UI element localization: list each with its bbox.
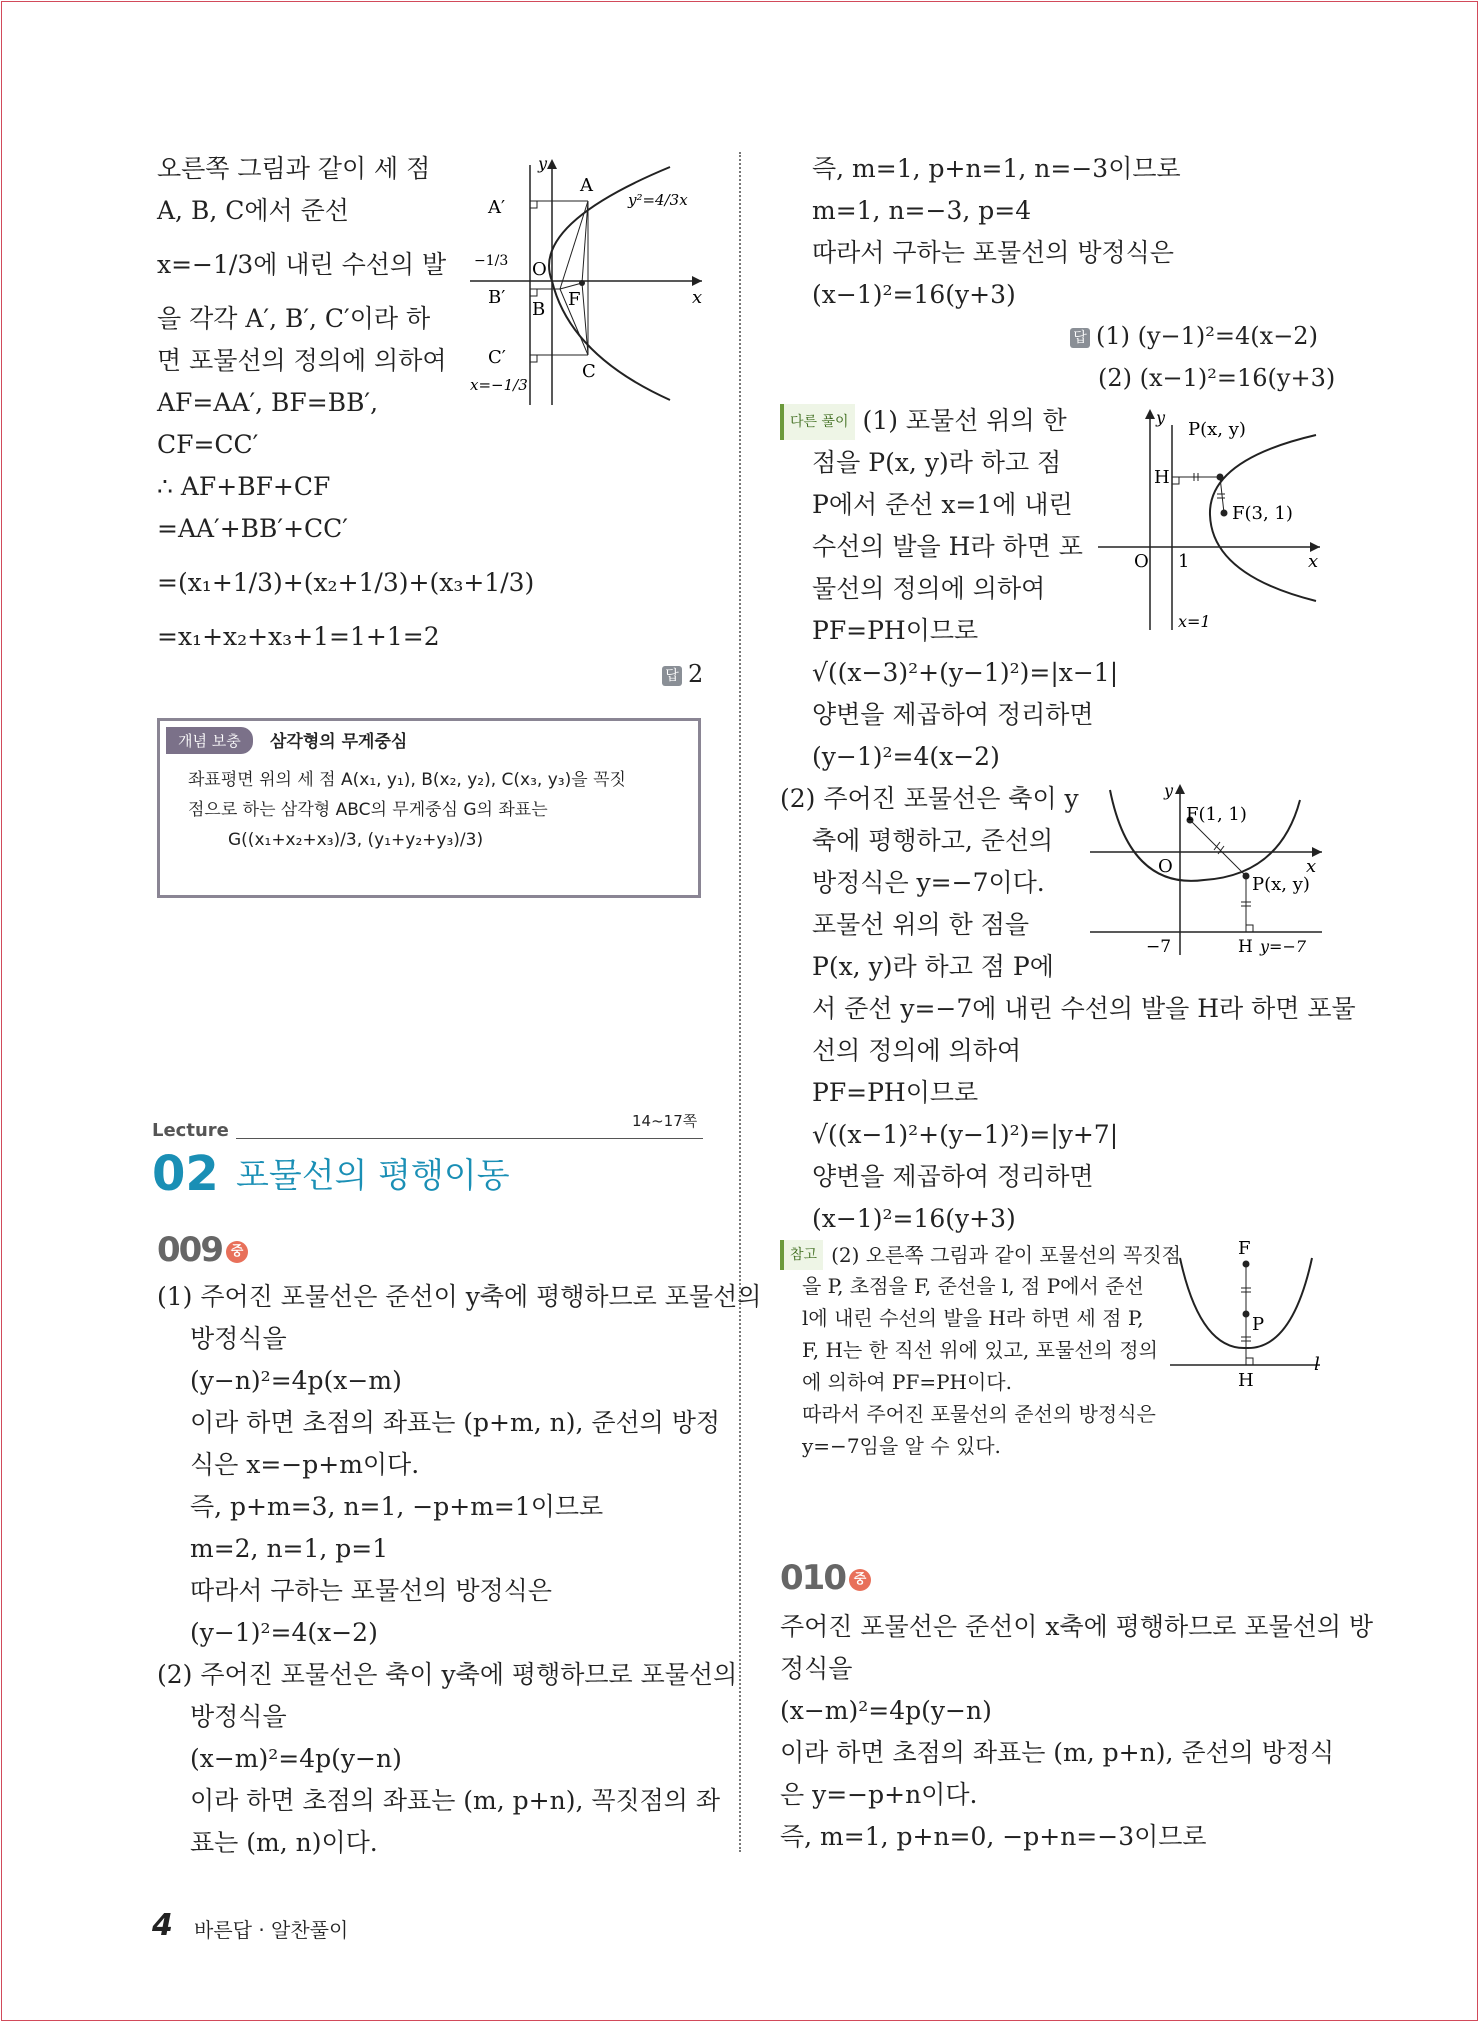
fig2-y-label: y	[1156, 408, 1166, 427]
intro-line: AF=AA′, BF=BB′,	[157, 388, 379, 417]
fig1-point-label: B′	[488, 287, 506, 308]
problem-number-text: 009	[157, 1230, 222, 1270]
figure-parabola-down	[1090, 780, 1325, 960]
fig2-f-label: F(3, 1)	[1232, 503, 1293, 524]
fig1-y-label: y	[538, 155, 548, 173]
alt2-line: √((x−1)²+(y−1)²)=|y+7|	[812, 1120, 1119, 1149]
fig1-point-label: F	[568, 289, 581, 310]
alt1-line: 수선의 발을 H라 하면 포	[812, 532, 1083, 561]
p009-line: (y−1)²=4(x−2)	[190, 1618, 378, 1647]
note-line: l에 내린 수선의 발을 H라 하면 세 점 P,	[802, 1306, 1144, 1330]
fig4-f-label: F	[1238, 1240, 1251, 1259]
p010-line: 정식을	[780, 1654, 853, 1683]
fig1-tick-label: −1/3	[474, 253, 509, 269]
note-line: 에 의하여 PF=PH이다.	[802, 1370, 1012, 1394]
answer-mark	[662, 660, 703, 688]
figure-vertex-focus	[1170, 1240, 1330, 1390]
right-top-line: 즉, m=1, p+n=1, n=−3이므로	[812, 154, 1181, 183]
alt2-line: PF=PH이므로	[812, 1078, 979, 1107]
concept-line: 점으로 하는 삼각형 ABC의 무게중심 G의 좌표는	[188, 800, 548, 820]
alt1-line: 물선의 정의에 의하여	[812, 574, 1046, 603]
alt1-first: (1) 포물선 위의 한	[862, 406, 1067, 435]
alt1-line: (y−1)²=4(x−2)	[812, 742, 1000, 771]
right-top-line: m=1, n=−3, p=4	[812, 196, 1032, 225]
fig1-point-label: C′	[488, 347, 506, 368]
fig2-origin-label: O	[1134, 551, 1149, 572]
column-divider	[739, 152, 741, 1852]
fig4-p-label: P	[1252, 1314, 1265, 1335]
fig4-l-label: l	[1314, 1354, 1320, 1375]
fig3-f-label: F(1, 1)	[1186, 804, 1247, 825]
alt2-line: 방정식은 y=−7이다.	[812, 868, 1045, 897]
p010-line: 즉, m=1, p+n=0, −p+n=−3이므로	[780, 1822, 1207, 1851]
intro-line: 오른쪽 그림과 같이 세 점	[157, 154, 431, 183]
intro-line: A, B, C에서 준선	[157, 196, 349, 225]
fig2-h-label: H	[1154, 467, 1170, 488]
note-line: y=−7임을 알 수 있다.	[802, 1434, 1001, 1458]
note-line: 따라서 주어진 포물선의 준선의 방정식은	[802, 1402, 1156, 1426]
answer-label: 답	[662, 666, 682, 686]
answer-1: (1) (y−1)²=4(x−2)	[1096, 322, 1318, 350]
p010-line: 이라 하면 초점의 좌표는 (m, p+n), 준선의 방정식	[780, 1738, 1335, 1767]
p009-line: 따라서 구하는 포물선의 방정식은	[190, 1576, 552, 1605]
p009-line: (1) 주어진 포물선은 준선이 y축에 평행하므로 포물선의	[157, 1282, 762, 1311]
fig3-y-label: y	[1164, 781, 1174, 800]
difficulty-badge: 중	[226, 1241, 248, 1263]
figure-parabola-abc	[470, 155, 710, 410]
lecture-title: 포물선의 평행이동	[236, 1156, 510, 1196]
alt1-line: √((x−3)²+(y−1)²)=|x−1|	[812, 658, 1119, 687]
problem-number-text: 010	[780, 1558, 845, 1598]
problem-number	[157, 1230, 248, 1270]
answer-value: 2	[688, 660, 704, 688]
fig3-m7-label: −7	[1146, 937, 1172, 957]
concept-body	[188, 765, 626, 855]
alt1-line: 양변을 제곱하여 정리하면	[812, 700, 1094, 729]
fig3-origin-label: O	[1158, 856, 1173, 877]
intro-line: =(x₁+1/3)+(x₂+1/3)+(x₃+1/3)	[157, 568, 535, 597]
p010-line: (x−m)²=4p(y−n)	[780, 1696, 992, 1725]
alt-tag: 다른 풀이	[780, 404, 855, 440]
page-number: 4	[152, 1908, 173, 1943]
p009-line: 방정식을	[190, 1702, 287, 1731]
figure-parabola-right	[1098, 405, 1323, 635]
intro-line: =x₁+x₂+x₃+1=1+1=2	[157, 622, 440, 651]
alt1-line: PF=PH이므로	[812, 616, 979, 645]
answer-2: (2) (x−1)²=16(y+3)	[1098, 364, 1336, 392]
lecture-pages: 14~17쪽	[632, 1112, 698, 1130]
fig1-point-label: B	[532, 299, 546, 320]
p009-line: 식은 x=−p+m이다.	[190, 1450, 420, 1479]
alt2-line: (x−1)²=16(y+3)	[812, 1204, 1016, 1233]
fig2-one-label: 1	[1178, 551, 1190, 572]
page-footer-label: 바른답 · 알찬풀이	[194, 1918, 349, 1942]
fig2-x-label: x	[1308, 551, 1319, 572]
p009-line: 이라 하면 초점의 좌표는 (p+m, n), 준선의 방정	[190, 1408, 721, 1437]
p010-line: 주어진 포물선은 준선이 x축에 평행하므로 포물선의 방	[780, 1612, 1374, 1641]
p009-line: 즉, p+m=3, n=1, −p+m=1이므로	[190, 1492, 604, 1521]
intro-line: x=−1/3에 내린 수선의 발	[157, 250, 447, 279]
concept-tag: 개념 보충	[166, 727, 253, 754]
intro-line: 을 각각 A′, B′, C′이라 하	[157, 304, 431, 333]
p010-line: 은 y=−p+n이다.	[780, 1780, 978, 1809]
p009-line: 방정식을	[190, 1324, 287, 1353]
fig1-curve-label: y²=4/3x	[628, 191, 688, 209]
note-tag: 참고	[780, 1240, 823, 1270]
problem-number	[780, 1558, 871, 1598]
alt2-line: 포물선 위의 한 점을	[812, 910, 1030, 939]
fig4-h-label: H	[1238, 1370, 1254, 1390]
fig3-x-label: x	[1306, 856, 1317, 877]
p009-line: (y−n)²=4p(x−m)	[190, 1366, 402, 1395]
fig3-h-label: H	[1238, 937, 1253, 957]
alt2-line: 서 준선 y=−7에 내린 수선의 발을 H라 하면 포물	[812, 994, 1356, 1023]
concept-title: 삼각형의 무게중심	[270, 732, 408, 752]
answer-label: 답	[1070, 328, 1090, 348]
fig1-directrix-label: x=−1/3	[470, 376, 528, 394]
alt1-line	[780, 404, 1067, 440]
intro-line: ∴ AF+BF+CF	[157, 472, 331, 501]
fig2-p-label: P(x, y)	[1188, 419, 1246, 440]
fig1-origin-label: O	[532, 259, 547, 280]
fig1-point-label: A′	[488, 197, 506, 218]
p009-line: 표는 (m, n)이다.	[190, 1828, 378, 1857]
p009-line: (2) 주어진 포물선은 축이 y축에 평행하므로 포물선의	[157, 1660, 738, 1689]
p009-line: (x−m)²=4p(y−n)	[190, 1744, 402, 1773]
intro-line: CF=CC′	[157, 430, 259, 459]
answer-mark	[1070, 322, 1318, 350]
difficulty-badge: 중	[849, 1569, 871, 1591]
right-top-line: (x−1)²=16(y+3)	[812, 280, 1016, 309]
concept-box	[157, 718, 701, 898]
lecture-number: 02	[152, 1146, 219, 1202]
fig3-directrix-label: y=−7	[1260, 937, 1307, 956]
alt2-line: (2) 주어진 포물선은 축이 y	[780, 784, 1079, 813]
p009-line: 이라 하면 초점의 좌표는 (m, p+n), 꼭짓점의 좌	[190, 1786, 721, 1815]
alt1-line: 점을 P(x, y)라 하고 점	[812, 448, 1062, 477]
right-top-line: 따라서 구하는 포물선의 방정식은	[812, 238, 1174, 267]
fig1-x-label: x	[692, 287, 703, 308]
alt2-line: 양변을 제곱하여 정리하면	[812, 1162, 1094, 1191]
concept-line: G((x₁+x₂+x₃)/3, (y₁+y₂+y₃)/3)	[228, 830, 484, 850]
concept-line: 좌표평면 위의 세 점 A(x₁, y₁), B(x₂, y₂), C(x₃, y₃)을 꼭짓	[188, 770, 626, 790]
fig1-point-label: A	[580, 175, 593, 196]
note-line: 을 P, 초점을 F, 준선을 l, 점 P에서 준선	[802, 1274, 1144, 1298]
p009-line: m=2, n=1, p=1	[190, 1534, 389, 1563]
intro-line: 면 포물선의 정의에 의하여	[157, 346, 447, 375]
alt2-line: 선의 정의에 의하여	[812, 1036, 1022, 1065]
alt1-line: P에서 준선 x=1에 내린	[812, 490, 1073, 519]
fig2-directrix-label: x=1	[1178, 612, 1211, 631]
fig1-point-label: C	[582, 361, 596, 382]
note-line: F, H는 한 직선 위에 있고, 포물선의 정의	[802, 1338, 1158, 1362]
lecture-label: Lecture	[152, 1120, 229, 1141]
alt2-line: P(x, y)라 하고 점 P에	[812, 952, 1054, 981]
alt2-line: 축에 평행하고, 준선의	[812, 826, 1054, 855]
lecture-rule	[236, 1138, 703, 1139]
note-line	[780, 1240, 1181, 1270]
note-first: (2) 오른쪽 그림과 같이 포물선의 꼭짓점	[831, 1243, 1181, 1267]
intro-line: =AA′+BB′+CC′	[157, 514, 348, 543]
fig3-p-label: P(x, y)	[1252, 874, 1310, 895]
